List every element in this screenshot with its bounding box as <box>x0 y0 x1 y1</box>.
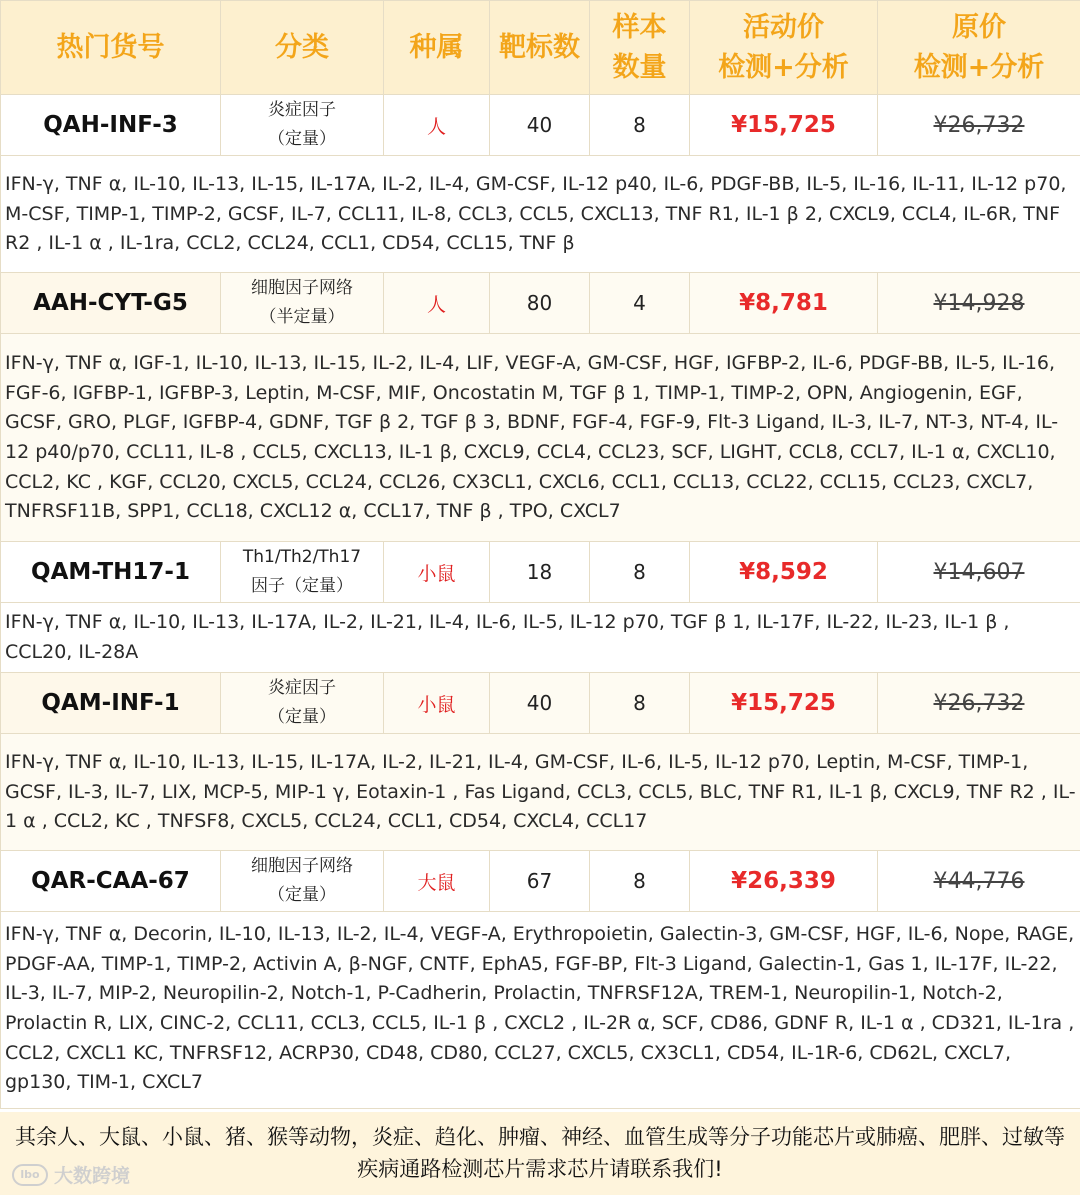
header-orig-line2: 检测+分析 <box>913 51 1045 83</box>
product-orig-price: ¥44,776 <box>878 851 1080 912</box>
product-row <box>1 273 1080 334</box>
product-targets-list: IFN-γ, TNF α, IL-10, IL-13, IL-15, IL-17A, IL-2, IL-21, IL-4, GM-CSF, IL-6, IL-5, IL-12 p70, Leptin, M-CSF, TIMP-1, GCSF, IL-3, IL-7, LIX, MCP-5, MIP-1 γ, Eotaxin-1 , Fas Ligand, CCL3, CCL5, BLC, TNF R1, IL-1 β, CXCL9, TNF R2 , IL-1 α , CCL2, KC , TNFSF8, CXCL5, CCL24, CCL1, CD54, CXCL4, CCL17 <box>1 734 1080 851</box>
product-species: 人 <box>384 95 490 156</box>
product-category-line2: （半定量） <box>259 307 345 327</box>
product-category-line2: （定量） <box>268 129 336 149</box>
product-sku: QAM-TH17-1 <box>1 542 221 603</box>
product-row <box>1 542 1080 603</box>
header-species: 种属 <box>384 1 490 95</box>
header-promo-line2: 检测+分析 <box>718 51 849 83</box>
product-promo-price: ¥15,725 <box>690 95 878 156</box>
product-promo-price: ¥26,339 <box>690 851 878 912</box>
product-sample-count: 8 <box>590 95 690 156</box>
header-orig-price <box>878 1 1080 95</box>
product-targets-row <box>1 156 1080 273</box>
header-samples-line1: 样本 <box>612 11 667 43</box>
product-category-line1: 炎症因子 <box>268 100 336 120</box>
watermark-logo-icon: lbo <box>12 1164 48 1186</box>
product-category-line1: 细胞因子网络 <box>251 856 353 877</box>
product-sku: AAH-CYT-G5 <box>1 273 221 334</box>
product-sample-count: 4 <box>590 273 690 334</box>
product-target-count: 18 <box>490 542 590 603</box>
product-targets-row <box>1 734 1080 851</box>
product-orig-price: ¥26,732 <box>878 95 1080 156</box>
product-target-count: 80 <box>490 273 590 334</box>
product-targets-list: IFN-γ, TNF α, IGF-1, IL-10, IL-13, IL-15, IL-2, IL-4, LIF, VEGF-A, GM-CSF, HGF, IGFBP-2, IL-6, PDGF-BB, IL-5, IL-16, FGF-6, IGFBP-1, IGFBP-3, Leptin, M-CSF, MIF, Oncostatin M, TGF β 1, TIMP-1, TIMP-2, OPN, Angiogenin, EGF, GCSF, GRO, PLGF, IGFBP-4, GDNF, TGF β 2, TGF β 3, BDNF, FGF-4, FGF-9, Flt-3 Ligand, IL-3, IL-7, NT-3, NT-4, IL-12 p40/p70, CCL11, IL-8 , CCL5, CXCL13, IL-1 β, CXCL9, CCL4, CCL23, SCF, LIGHT, CCL8, CCL7, IL-1 α, CXCL10, CCL2, KC , KGF, CCL20, CXCL5, CCL24, CCL26, CX3CL1, CXCL6, CCL1, CCL13, CCL22, CCL15, CCL23, CXCL7, TNFRSF11B, SPP1, CCL18, CXCL12 α, CCL17, TNF β , TPO, CXCL7 <box>1 334 1080 542</box>
product-category <box>221 542 384 603</box>
product-category-line1: Th1/Th2/Th17 <box>242 547 362 567</box>
product-species: 小鼠 <box>384 673 490 734</box>
product-targets-list: IFN-γ, TNF α, IL-10, IL-13, IL-15, IL-17A, IL-2, IL-4, GM-CSF, IL-12 p40, IL-6, PDGF-BB, IL-5, IL-16, IL-11, IL-12 p70, M-CSF, TIMP-1, TIMP-2, GCSF, IL-7, CCL11, IL-8, CCL3, CCL5, CXCL13, TNF R1, IL-1 β 2, CXCL9, CCL4, IL-6R, TNF R2 , IL-1 α , IL-1ra, CCL2, CCL24, CCL1, CD54, CCL15, TNF β <box>1 156 1080 273</box>
product-promo-price: ¥15,725 <box>690 673 878 734</box>
product-category <box>221 95 384 156</box>
header-promo-line1: 活动价 <box>743 11 824 43</box>
header-targets: 靶标数 <box>490 1 590 95</box>
product-targets-list: IFN-γ, TNF α, Decorin, IL-10, IL-13, IL-2, IL-4, VEGF-A, Erythropoietin, Galectin-3, GM-CSF, HGF, IL-6, Nope, RAGE, PDGF-AA, TIMP-1, TIMP-2, Activin A, β-NGF, CNTF, EphA5, FGF-BP, Flt-3 Ligand, Galectin-1, Gas 1, IL-17F, IL-22, IL-3, IL-7, MIP-2, Neuropilin-2, Notch-1, P-Cadherin, Prolactin, TNFRSF12A, TREM-1, Neuropilin-1, Notch-2, Prolactin R, LIX, CINC-2, CCL11, CCL3, CCL5, IL-1 β , CXCL2 , IL-2R α, SCF, CD86, GDNF R, IL-1 α , CD321, IL-1ra , CCL2, CXCL1 KC, TNFRSF12, ACRP30, CD48, CD80, CCL27, CXCL5, CX3CL1, CD54, IL-1R-6, CD62L, CXCL7, gp130, TIM-1, CXCL7 <box>1 912 1080 1109</box>
product-orig-price: ¥14,607 <box>878 542 1080 603</box>
header-samples-line2: 数量 <box>612 51 667 83</box>
product-row <box>1 673 1080 734</box>
product-targets-row <box>1 334 1080 542</box>
product-sku: QAR-CAA-67 <box>1 851 221 912</box>
product-targets-row <box>1 603 1080 673</box>
product-sku: QAM-INF-1 <box>1 673 221 734</box>
header-orig-line1: 原价 <box>952 11 1006 43</box>
product-targets-list: IFN-γ, TNF α, IL-10, IL-13, IL-17A, IL-2, IL-21, IL-4, IL-6, IL-5, IL-12 p70, TGF β 1, IL-17F, IL-22, IL-23, IL-1 β , CCL20, IL-28A <box>1 603 1080 673</box>
product-species: 人 <box>384 273 490 334</box>
product-sample-count: 8 <box>590 851 690 912</box>
product-orig-price: ¥26,732 <box>878 673 1080 734</box>
header-sku: 热门货号 <box>1 1 221 95</box>
product-target-count: 40 <box>490 95 590 156</box>
product-category-line2: （定量） <box>268 885 336 906</box>
product-row <box>1 95 1080 156</box>
watermark <box>12 1161 130 1188</box>
product-category-line2: （定量） <box>268 707 336 728</box>
product-category <box>221 273 384 334</box>
product-species: 小鼠 <box>384 542 490 603</box>
product-targets-row <box>1 912 1080 1109</box>
header-promo-price <box>690 1 878 95</box>
product-category-line1: 细胞因子网络 <box>251 278 353 298</box>
product-species: 大鼠 <box>384 851 490 912</box>
product-target-count: 40 <box>490 673 590 734</box>
header-row <box>1 1 1080 95</box>
product-orig-price: ¥14,928 <box>878 273 1080 334</box>
product-sample-count: 8 <box>590 542 690 603</box>
product-sku: QAH-INF-3 <box>1 95 221 156</box>
watermark-text: 大数跨境 <box>54 1165 131 1187</box>
product-category <box>221 851 384 912</box>
product-target-count: 67 <box>490 851 590 912</box>
product-category-line1: 炎症因子 <box>268 678 336 699</box>
product-category-line2: 因子（定量） <box>251 576 353 596</box>
header-samples <box>590 1 690 95</box>
contact-footer: 其余人、大鼠、小鼠、猪、猴等动物，炎症、趋化、肿瘤、神经、血管生成等分子功能芯片或肺癌、肥胖、过敏等疾病通路检测芯片需求芯片请联系我们! <box>0 1112 1080 1195</box>
product-row <box>1 851 1080 912</box>
product-sample-count: 8 <box>590 673 690 734</box>
product-category <box>221 673 384 734</box>
header-category: 分类 <box>221 1 384 95</box>
product-promo-price: ¥8,781 <box>690 273 878 334</box>
product-promo-price: ¥8,592 <box>690 542 878 603</box>
